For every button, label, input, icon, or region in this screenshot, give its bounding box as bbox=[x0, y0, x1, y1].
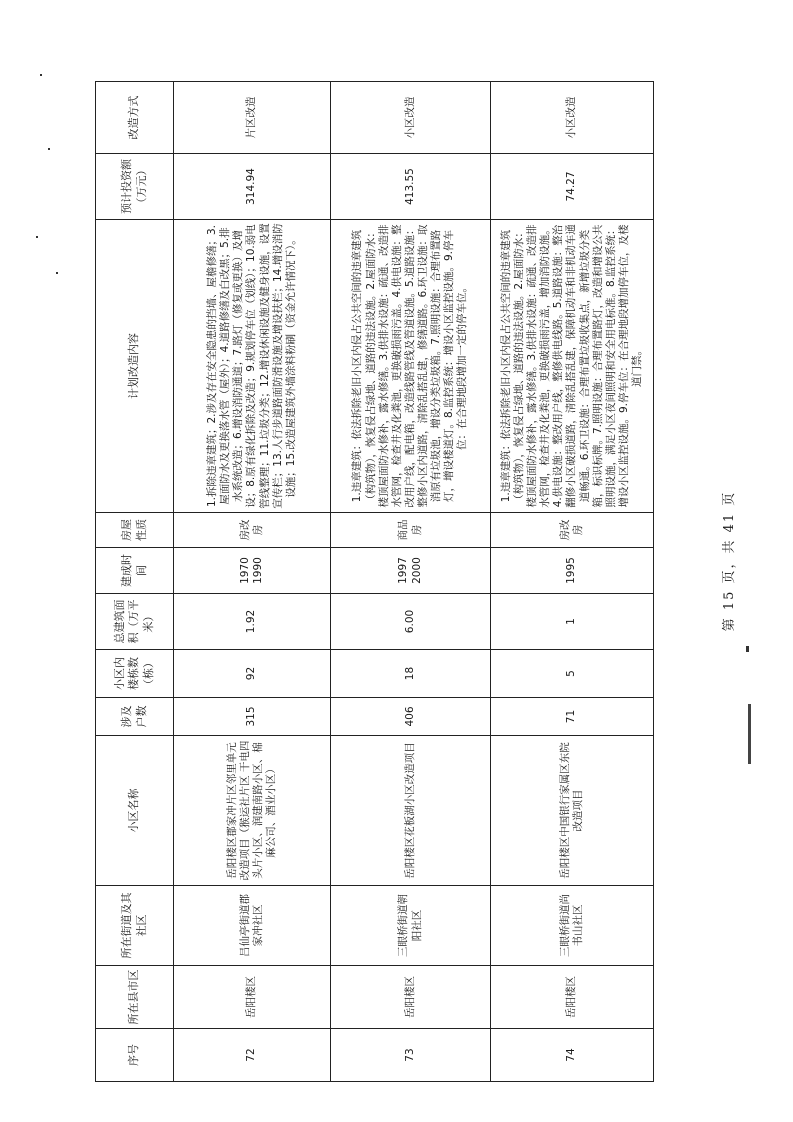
header-nature: 房屋性质 bbox=[96, 513, 174, 548]
scan-speck bbox=[40, 74, 42, 76]
cell-nature: 商品房 bbox=[331, 513, 491, 548]
scan-speck bbox=[36, 236, 38, 238]
cell-nature: 房改房 bbox=[174, 513, 331, 548]
cell-county: 岳阳楼区 bbox=[331, 966, 491, 1029]
cell-area: 6.00 bbox=[331, 594, 491, 650]
cell-households: 406 bbox=[331, 698, 491, 736]
table-row bbox=[174, 82, 331, 1082]
year-end: 1990 bbox=[252, 557, 264, 584]
page-number: 第 15 页，共 41 页 bbox=[722, 490, 737, 632]
cell-year bbox=[174, 548, 331, 594]
cell-name: 岳阳楼区中国银行家属区东院改造项目 bbox=[491, 736, 654, 886]
header-plan: 计划改造内容 bbox=[96, 220, 174, 513]
scan-smudge bbox=[748, 704, 751, 764]
header-county: 所在县市区 bbox=[96, 966, 174, 1029]
cell-county: 岳阳楼区 bbox=[174, 966, 331, 1029]
cell-nature: 房改房 bbox=[491, 513, 654, 548]
cell-seq: 72 bbox=[174, 1029, 331, 1082]
cell-invest: 314.94 bbox=[174, 154, 331, 220]
cell-county: 岳阳楼区 bbox=[491, 966, 654, 1029]
cell-name: 岳阳楼区郡家冲片区邻里单元改造项目（猴运社片区 干电四头片小区、润建南路小区、棉麻公司、酒业小区） bbox=[174, 736, 331, 886]
header-invest: 预计投资额（万元） bbox=[96, 154, 174, 220]
year-end: 2000 bbox=[410, 557, 423, 584]
cell-seq: 73 bbox=[331, 1029, 491, 1082]
cell-mode: 小区改造 bbox=[331, 82, 491, 154]
header-buildings: 小区内楼栋数（栋） bbox=[96, 650, 174, 698]
header-name: 小区名称 bbox=[96, 736, 174, 886]
cell-area: 1.92 bbox=[174, 594, 331, 650]
cell-households: 315 bbox=[174, 698, 331, 736]
cell-buildings: 18 bbox=[331, 650, 491, 698]
cell-seq: 74 bbox=[491, 1029, 654, 1082]
header-seq: 序号 bbox=[96, 1029, 174, 1082]
cell-households: 71 bbox=[491, 698, 654, 736]
header-area: 总建筑面积（万平米） bbox=[96, 594, 174, 650]
cell-mode: 小区改造 bbox=[491, 82, 654, 154]
header-street: 所在街道及其社区 bbox=[96, 886, 174, 966]
scan-speck bbox=[56, 272, 58, 274]
header-households: 涉及户数 bbox=[96, 698, 174, 736]
header-mode: 改造方式 bbox=[96, 82, 174, 154]
header-row bbox=[96, 82, 174, 1082]
cell-name: 岳阳楼区花板湖小区改造项目 bbox=[331, 736, 491, 886]
year-start: 1970 bbox=[238, 557, 251, 584]
year-start: 1997 bbox=[397, 557, 410, 584]
cell-year: 1995 bbox=[491, 548, 654, 594]
cell-plan: 1.违章建筑：依法拆除老旧小区内侵占公共空间的违章建筑（构筑物），恢复侵占绿地、道路的违法设施。2.屋面防水：楼顶屋面防水修补，露水修缮。3.供排水设施：疏通、改造排水管网，检查井及化粪池，更换破损雨污盖。4.供电设施：整改用户线，配电箱，改造线路管线及管道设施。5.道路设施：整修小区内道路，清除乱搭乱建，修缮道路。6.环卫设施：取消原有垃圾池，增设分类垃圾箱。7.照明设施：合理布置路灯，增设楼道灯。8.监控系统：增设小区监控设施。9.停车位：在合理地段增加一定的停车位。 bbox=[331, 220, 491, 513]
cell-street: 三眼桥街道朝阳社区 bbox=[331, 886, 491, 966]
cell-street: 三眼桥街道尚书山社区 bbox=[491, 886, 654, 966]
cell-buildings: 5 bbox=[491, 650, 654, 698]
scan-speck bbox=[48, 148, 50, 150]
cell-invest: 413.55 bbox=[331, 154, 491, 220]
renovation-table bbox=[95, 81, 654, 1082]
cell-buildings: 92 bbox=[174, 650, 331, 698]
cell-plan: 1.违章建筑：依法拆除老旧小区内侵占公共空间的违章建筑（构筑物），恢复侵占绿地、道路的违法设施。2.屋面防水：楼顶屋面防水修补，露水修缮。3.供排水设施：疏通、改造排水管网，检查井及化粪池，更换破损雨污盖，增加消防设施。4.供电设施：整改用户线，整修供电线路。5.道路设施：整治翻修小区破损道路，清除乱搭乱建，保障机动车和非机动车通道畅通。6.环卫设施：合理布置垃圾收集点，新增垃圾分类箱，标识标牌。7.照明设施：合理布置路灯，改造和增设公共照明设施，满足小区夜间照明和安全用电标准。8.监控系统：增设小区监控设施。9.停车位：在合理地段增加停车位，及楼道门禁。 bbox=[491, 220, 654, 513]
cell-mode: 片区改造 bbox=[174, 82, 331, 154]
cell-plan: 1.拆除违章建筑；2.涉及存在安全隐患的挡墙、屋檐修缮；3.屋面防水及更换落水管（屋外）；4.道路修缮及白改黑；5.排水系统改造；6.增设消防通道；7.路灯（修复或更换）及增设；8.原有绿化拆除及改造；9.规划停车位（划线）；10.弱电管线整理；11.垃圾分类；12.增设休闲设施及健身设施，设置宣传栏；13.人行步道路面防滑设施及增设扶栏；14.增设消防设施；15.改造屋建筑外墙涂料粉刷（资金允许情况下）。 bbox=[174, 220, 331, 513]
scan-speck bbox=[746, 646, 749, 652]
cell-year bbox=[331, 548, 491, 594]
cell-street: 吕仙亭街道郡家冲社区 bbox=[174, 886, 331, 966]
header-year: 建成时间 bbox=[96, 548, 174, 594]
cell-invest: 74.27 bbox=[491, 154, 654, 220]
table-row bbox=[331, 82, 491, 1082]
table-row bbox=[491, 82, 654, 1082]
cell-area: 1 bbox=[491, 594, 654, 650]
